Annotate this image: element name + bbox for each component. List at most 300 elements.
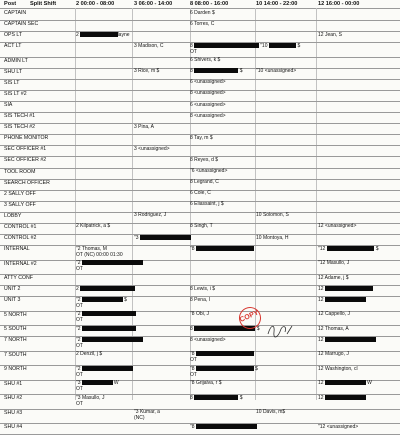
- cell-line: [76, 260, 143, 266]
- redaction-block: [325, 337, 376, 342]
- cell-text: OT: [76, 302, 83, 309]
- cell-line: [190, 337, 226, 343]
- post-name: SEARCH OFFICER: [4, 179, 50, 186]
- cell-text: 12: [318, 336, 325, 343]
- shift-3-cell: [134, 124, 154, 130]
- cell-line: [190, 90, 226, 96]
- cell-text: $: [238, 394, 243, 401]
- cell-text: 8 Pena, I: [190, 296, 211, 303]
- cell-line: [134, 415, 160, 421]
- table-row: [0, 423, 400, 434]
- cell-line: [190, 10, 215, 16]
- cell-text: "3: [76, 380, 82, 387]
- cell-text: 8: [190, 325, 195, 332]
- table-row: [0, 68, 400, 79]
- post-name: SHU #1: [4, 380, 23, 387]
- cell-text: 2: [76, 285, 81, 292]
- post-name: SIS LT #2: [4, 90, 27, 97]
- cell-line: [318, 246, 379, 252]
- redaction-block: [196, 424, 257, 429]
- header-shift-12: 12 16:00 - 00:00: [318, 1, 360, 7]
- cell-line: [76, 326, 136, 332]
- table-row: [0, 409, 400, 424]
- cell-line: [190, 79, 226, 85]
- cell-text: 3 Rice, m $: [134, 68, 160, 75]
- cell-line: [190, 366, 258, 372]
- cell-text: "2 Thomas, M: [76, 245, 107, 252]
- shift-8-cell: [190, 246, 254, 252]
- redaction-block: [82, 297, 123, 302]
- shift-8-cell: [190, 424, 257, 430]
- table-row: [0, 156, 400, 167]
- cell-line: [256, 68, 296, 74]
- shift-2-cell: [76, 260, 143, 272]
- table-row: [0, 90, 400, 101]
- cell-text: "3: [134, 234, 140, 241]
- cell-text: 8 Reyes, d $: [190, 156, 219, 163]
- shift-12-cell: [318, 260, 349, 266]
- shift-8-cell: [190, 190, 211, 196]
- cell-text: 12 Jean, S: [318, 31, 342, 38]
- redaction-block: [82, 311, 136, 316]
- shift-8-cell: [190, 102, 226, 108]
- post-name: SIS LT: [4, 79, 20, 86]
- table-row: [0, 351, 400, 366]
- cell-text: "8 Grijalva, r $: [190, 380, 222, 387]
- table-row: [0, 274, 400, 285]
- post-name: TOOL ROOM: [4, 168, 36, 175]
- shift-10-cell: [256, 235, 289, 241]
- redaction-block: [82, 380, 113, 385]
- shift-2-cell: [76, 223, 110, 229]
- cell-line: [190, 311, 209, 317]
- cell-line: [190, 168, 227, 174]
- cell-text: 12 Thomas, A: [318, 325, 349, 332]
- cell-text: "2: [76, 325, 82, 332]
- cell-line: [134, 212, 166, 218]
- shift-12-cell: [318, 275, 349, 281]
- post-name: SIA: [4, 102, 13, 109]
- post-name: ATTY CONF: [4, 275, 33, 282]
- cell-line: [256, 235, 289, 241]
- table-row: [0, 42, 400, 57]
- post-name: SEC OFFICER #1: [4, 146, 47, 153]
- cell-text: 6 Shivers, k $: [190, 57, 221, 64]
- cell-line: [134, 124, 154, 130]
- table-row: [0, 285, 400, 296]
- shift-2-cell: [76, 326, 136, 332]
- cell-text: 6 Torres, C: [190, 20, 215, 27]
- shift-8-cell: [190, 380, 222, 386]
- shift-10-cell: [256, 68, 296, 74]
- table-row: [0, 31, 400, 42]
- cell-line: [318, 424, 358, 430]
- cell-line: [190, 223, 213, 229]
- table-row: [0, 223, 400, 234]
- cell-line: [76, 252, 123, 258]
- post-name: 5 SOUTH: [4, 326, 27, 333]
- cell-text: 8 <unassigned>: [190, 90, 226, 97]
- cell-text: 10 Montoya, H: [256, 234, 289, 241]
- redaction-block: [327, 246, 375, 251]
- cell-text: (NC): [134, 415, 145, 422]
- redaction-block: [325, 297, 366, 302]
- post-name: 9 NORTH: [4, 366, 27, 373]
- cell-text: 6 Eliassaint, j $: [190, 201, 224, 208]
- post-name: CAPTAIN SEC: [4, 21, 39, 28]
- post-name: SHU #3: [4, 409, 23, 416]
- post-name: ADMIN LT: [4, 57, 28, 64]
- cell-line: [134, 68, 159, 74]
- cell-text: 12 Washington, cl: [318, 365, 358, 372]
- post-name: LOBBY: [4, 212, 22, 219]
- cell-text: "8: [190, 365, 196, 372]
- shift-2-cell: [76, 32, 130, 38]
- cell-line: [190, 351, 254, 357]
- post-name: INTERNAL: [4, 246, 30, 253]
- post-name: 7 SOUTH: [4, 351, 27, 358]
- cell-text: OT (NC) 00:00 01:30: [76, 251, 123, 258]
- post-name: OPS LT: [4, 32, 23, 39]
- table-row: [0, 380, 400, 395]
- post-name: SIS TECH #2: [4, 124, 36, 131]
- shift-12-cell: [318, 286, 373, 292]
- cell-line: [318, 326, 349, 332]
- cell-text: 8 Lewis, i $: [190, 285, 216, 292]
- cell-text: 3 <unassigned>: [134, 145, 170, 152]
- cell-text: $: [238, 68, 243, 75]
- cell-text: layne: [117, 31, 130, 38]
- cell-text: "8: [190, 245, 196, 252]
- shift-12-cell: [318, 246, 379, 252]
- cell-text: 3 Madison, C: [134, 42, 164, 49]
- cell-text: 12 <unassigned>: [318, 223, 357, 230]
- shift-12-cell: [318, 326, 349, 332]
- post-name: PHONE MONITOR: [4, 135, 49, 142]
- cell-line: [134, 235, 191, 241]
- shift-8-cell: [190, 68, 243, 74]
- table-row: [0, 260, 400, 275]
- cell-text: $: [122, 296, 127, 303]
- post-name: CONTROL #2: [4, 235, 37, 242]
- shift-12-cell: [318, 311, 350, 317]
- cell-text: "6 <unassigned>: [190, 168, 228, 175]
- cell-text: "12 Masullo, J: [318, 260, 350, 267]
- cell-text: 12: [318, 285, 325, 292]
- redaction-block: [80, 286, 134, 291]
- cell-line: [318, 366, 358, 372]
- cell-line: [190, 57, 220, 63]
- cell-line: [190, 157, 218, 163]
- shift-2-cell: [76, 311, 136, 323]
- cell-text: 8: [190, 68, 195, 75]
- redaction-block: [80, 32, 117, 37]
- redaction-block: [325, 286, 373, 291]
- shift-8-cell: [190, 90, 226, 96]
- cell-line: [318, 351, 349, 357]
- shift-8-cell: [190, 113, 226, 119]
- cell-text: "2: [76, 336, 82, 343]
- shift-2-cell: [76, 246, 123, 258]
- cell-text: 2: [76, 31, 81, 38]
- cell-text: 6 <unassigned>: [190, 101, 226, 108]
- shift-8-cell: [190, 311, 209, 317]
- cell-text: "8: [190, 351, 196, 358]
- shift-8-cell: [190, 201, 224, 207]
- shift-2-cell: [76, 380, 119, 392]
- post-name: 5 NORTH: [4, 311, 27, 318]
- cell-line: [76, 297, 127, 303]
- cell-text: 10 Davis, m$: [256, 409, 286, 416]
- cell-line: [190, 380, 222, 386]
- cell-text: OT: [76, 371, 83, 378]
- shift-8-cell: [190, 168, 227, 174]
- redaction-block: [325, 380, 366, 385]
- cell-line: [76, 366, 133, 372]
- cell-line: [190, 43, 300, 49]
- cell-text: 8: [190, 42, 195, 49]
- cell-line: [190, 113, 226, 119]
- shift-8-cell: [190, 179, 219, 185]
- shift-8-cell: [190, 366, 258, 378]
- cell-text: "2: [76, 296, 82, 303]
- header-shift-10: 10 14:00 - 22:00: [256, 1, 298, 7]
- cell-line: [318, 380, 372, 386]
- post-name: INTERNAL #2: [4, 260, 37, 267]
- cell-text: 2 Denzil, j $: [76, 351, 103, 358]
- post-name: 3 SALLY OFF: [4, 201, 36, 208]
- cell-text: 6 <unassigned>: [190, 79, 226, 86]
- shift-8-cell: [190, 21, 214, 27]
- shift-12-cell: [318, 297, 366, 303]
- post-name: SEC OFFICER #2: [4, 157, 47, 164]
- cell-text: 10 Solomon, S: [256, 212, 289, 219]
- cell-line: [76, 343, 143, 349]
- redaction-block: [82, 326, 136, 331]
- shift-8-cell: [190, 223, 213, 229]
- cell-line: [256, 409, 285, 415]
- cell-line: [190, 102, 226, 108]
- cell-line: [190, 49, 300, 55]
- redaction-block: [269, 43, 296, 48]
- cell-line: [76, 351, 102, 357]
- shift-3-cell: [134, 146, 170, 152]
- redaction-block: [196, 246, 254, 251]
- post-name: UNIT 3: [4, 297, 21, 304]
- shift-2-cell: [76, 366, 133, 378]
- redaction-block: [194, 68, 238, 73]
- shift-3-cell: [134, 212, 166, 218]
- cell-line: [190, 286, 215, 292]
- shift-8-cell: [190, 297, 210, 303]
- cell-line: [76, 372, 133, 378]
- shift-12-cell: [318, 32, 342, 38]
- table-row: [0, 57, 400, 68]
- shift-3-cell: [134, 43, 163, 49]
- cell-line: [256, 212, 289, 218]
- shift-2-cell: [76, 297, 127, 309]
- cell-text: 8 Singh, T: [190, 223, 213, 230]
- cell-text: 3 Pina, A: [134, 123, 155, 130]
- handwritten-initials-icon: [266, 320, 294, 340]
- cell-text: "10 <unassigned>: [256, 68, 297, 75]
- table-row: [0, 79, 400, 90]
- post-name: SIS TECH #1: [4, 113, 36, 120]
- cell-text: OT: [190, 357, 197, 364]
- cell-text: "8 Obi, J: [190, 311, 210, 318]
- cell-line: [318, 32, 342, 38]
- cell-text: $: [253, 365, 258, 372]
- copy-stamp-text: COPY: [238, 309, 260, 324]
- cell-text: "2: [76, 365, 82, 372]
- cell-line: [318, 286, 373, 292]
- cell-line: [76, 223, 110, 229]
- shift-12-cell: [318, 337, 376, 343]
- redaction-block: [194, 395, 238, 400]
- redaction-block: [194, 43, 259, 48]
- post-name: 2 SALLY OFF: [4, 190, 36, 197]
- header-post: Post: [4, 1, 17, 7]
- shift-2-cell: [76, 286, 135, 292]
- cell-text: "3 Kumar, a: [134, 409, 160, 416]
- table-row: [0, 325, 400, 336]
- table-row: [0, 234, 400, 245]
- cell-text: $: [255, 325, 260, 332]
- cell-text: 8: [190, 394, 195, 401]
- redaction-block: [325, 395, 366, 400]
- shift-8-cell: [190, 351, 254, 363]
- header-split-shift: Split Shift: [30, 1, 57, 7]
- cell-line: [318, 260, 349, 266]
- table-row: [0, 9, 400, 20]
- shift-8-cell: [190, 10, 215, 16]
- shift-8-cell: [190, 57, 220, 63]
- cell-text: 8 <unassigned>: [190, 336, 226, 343]
- header-shift-3: 3 06:00 - 14:00: [134, 1, 173, 7]
- cell-text: "2: [76, 311, 82, 318]
- cell-text: OT: [76, 386, 83, 393]
- cell-text: 12: [318, 296, 325, 303]
- shift-3-cell: [134, 235, 191, 241]
- table-row: [0, 245, 400, 260]
- cell-line: [318, 223, 356, 229]
- table-row: [0, 145, 400, 156]
- cell-text: W: [112, 380, 119, 387]
- cell-line: [76, 32, 130, 38]
- post-name: ACT LT: [4, 43, 22, 50]
- cell-text: OT: [76, 400, 83, 407]
- cell-text: "10: [258, 42, 269, 49]
- cell-text: 12 Adame, j $: [318, 274, 349, 281]
- shift-12-cell: [318, 424, 358, 430]
- cell-text: 2 Kilpatrick, a $: [76, 223, 111, 230]
- cell-line: [318, 275, 349, 281]
- cell-text: 12 Cappello, J: [318, 311, 350, 318]
- table-row: [0, 112, 400, 123]
- header-shift-8: 8 08:00 - 16:00: [190, 1, 229, 7]
- cell-line: [318, 311, 350, 317]
- table-row: [0, 101, 400, 112]
- cell-text: 6 Darden $: [190, 9, 215, 16]
- shift-12-cell: [318, 223, 356, 229]
- shift-8-cell: [190, 43, 300, 55]
- cell-line: [190, 357, 254, 363]
- cell-text: 12: [318, 394, 325, 401]
- shift-10-cell: [256, 212, 289, 218]
- shift-2-cell: [76, 351, 102, 357]
- cell-line: [190, 68, 243, 74]
- cell-line: [76, 286, 135, 292]
- cell-line: [190, 297, 210, 303]
- cell-text: OT: [76, 342, 83, 349]
- shift-8-cell: [190, 157, 218, 163]
- post-name: CONTROL #1: [4, 223, 37, 230]
- header-shift-2: 2 00:00 - 08:00: [76, 1, 115, 7]
- cell-line: [76, 303, 127, 309]
- redaction-block: [196, 351, 254, 356]
- table-row: [0, 365, 400, 380]
- shift-8-cell: [190, 135, 213, 141]
- table-row: [0, 123, 400, 134]
- cell-text: "3 Masullo, J: [76, 394, 105, 401]
- cell-line: [190, 179, 219, 185]
- table-row: [0, 296, 400, 311]
- cell-text: OT: [190, 371, 197, 378]
- redaction-block: [82, 366, 133, 371]
- cell-text: $: [374, 245, 379, 252]
- shift-10-cell: [256, 409, 285, 415]
- cell-text: 8 <unassigned>: [190, 112, 226, 119]
- cell-text: 12: [318, 380, 325, 387]
- cell-text: "12 <unassigned>: [318, 423, 359, 430]
- table-row: [0, 311, 400, 326]
- cell-line: [318, 297, 366, 303]
- cell-line: [190, 201, 224, 207]
- table-row: [0, 212, 400, 223]
- cell-line: [190, 21, 214, 27]
- shift-8-cell: [190, 337, 226, 343]
- shift-12-cell: [318, 366, 358, 372]
- cell-line: [190, 372, 258, 378]
- redaction-block: [82, 337, 143, 342]
- post-name: CAPTAIN: [4, 10, 27, 16]
- table-row: [0, 134, 400, 145]
- cell-line: [76, 386, 119, 392]
- cell-line: [76, 317, 136, 323]
- cell-line: [134, 43, 163, 49]
- cell-line: [76, 311, 136, 317]
- cell-text: "12: [318, 245, 327, 252]
- cell-text: 12 Marrugo, J: [318, 351, 349, 358]
- table-row: [0, 20, 400, 31]
- cell-line: [318, 337, 376, 343]
- post-name: SHU #2: [4, 395, 23, 402]
- shift-3-cell: [134, 409, 160, 421]
- redaction-block: [140, 235, 191, 240]
- cell-line: [76, 266, 143, 272]
- shift-8-cell: [190, 286, 215, 292]
- post-name: SHU #4: [4, 424, 23, 431]
- table-row: [0, 394, 400, 409]
- table-row: [0, 201, 400, 212]
- table-row: [0, 190, 400, 201]
- cell-text: "2: [76, 260, 82, 267]
- table-row: [0, 179, 400, 190]
- table-row: [0, 168, 400, 179]
- cell-line: [190, 246, 254, 252]
- cell-text: 6 Cole, C: [190, 190, 211, 197]
- cell-text: OT: [190, 48, 197, 55]
